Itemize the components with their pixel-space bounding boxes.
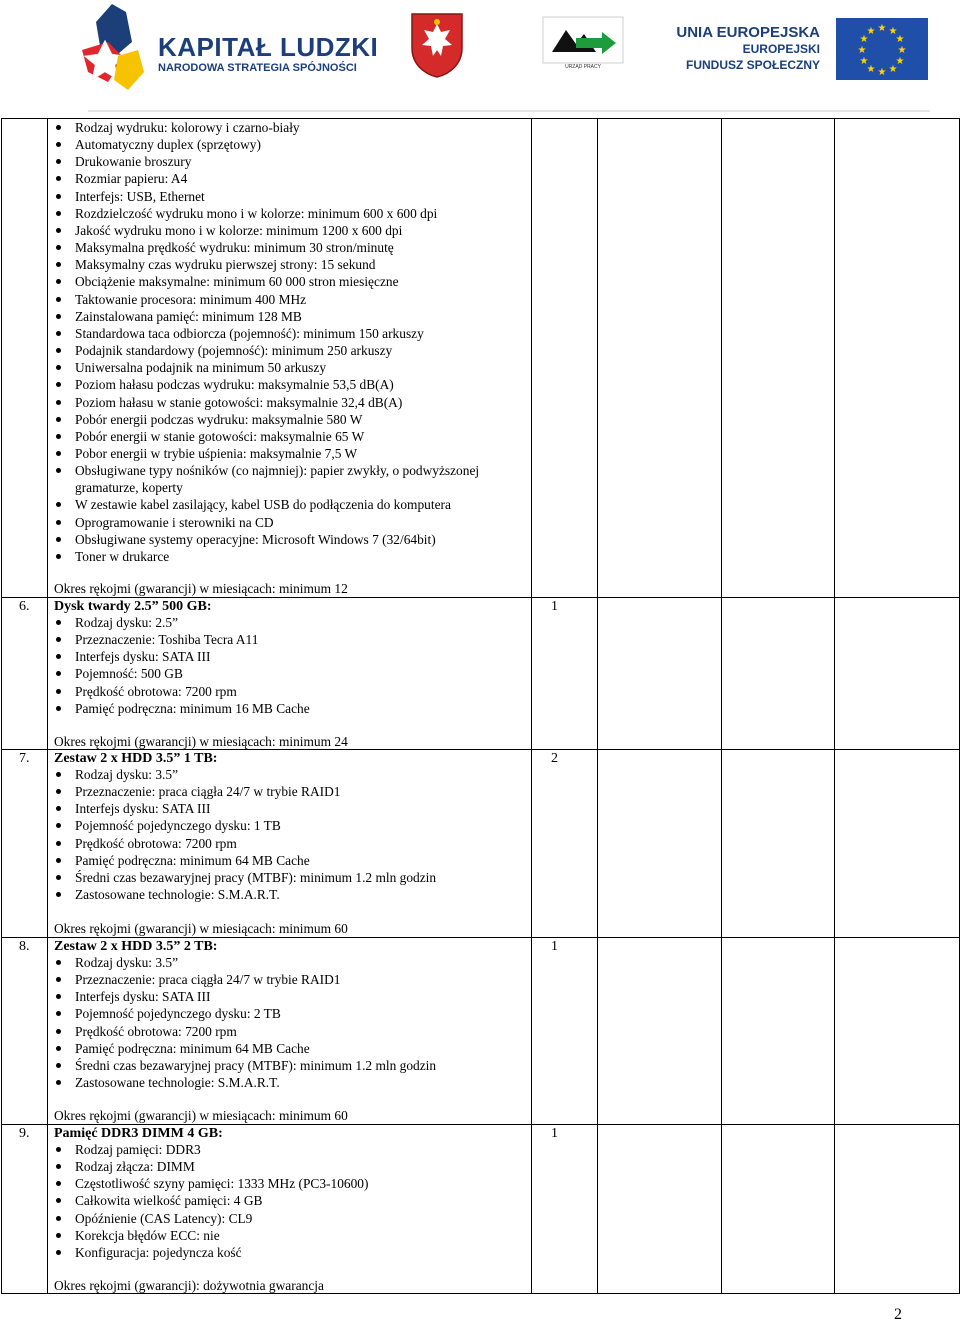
list-item: Drukowanie broszury (54, 153, 524, 170)
list-item: Pobor energii w trybie uśpienia: maksymalnie 7,5 W (54, 445, 524, 462)
list-item: Zastosowane technologie: S.M.A.R.T. (54, 1074, 524, 1091)
urzad-pracy-logo (542, 16, 624, 78)
list-item: Przeznaczenie: Toshiba Tecra A11 (54, 631, 524, 648)
eu-fund-logo (676, 16, 928, 80)
warranty-text: Okres rękojmi (gwarancji) w miesiącach: minimum 12 (54, 581, 348, 596)
list-item: Poziom hałasu w stanie gotowości: maksymalnie 32,4 dB(A) (54, 394, 524, 411)
list-item: Toner w drukarce (54, 548, 524, 565)
table-col-border (597, 118, 598, 1294)
eu-stars-icon (836, 18, 928, 80)
list-item: Poziom hałasu podczas wydruku: maksymalnie 53,5 dB(A) (54, 376, 524, 393)
item-title: Zestaw 2 x HDD 3.5” 2 TB: (54, 939, 218, 954)
table-col-border (834, 118, 835, 1294)
spec-list (54, 954, 524, 1091)
svg-text:★: ★ (877, 67, 887, 78)
row-number: 6. (19, 599, 30, 614)
list-item: Pojemność: 500 GB (54, 665, 524, 682)
header-divider (88, 110, 930, 112)
table-col-border (47, 118, 48, 1294)
page-header (0, 0, 960, 112)
list-item: Pobór energii w stanie gotowości: maksymalnie 65 W (54, 428, 524, 445)
svg-text:★: ★ (866, 64, 876, 75)
svg-text:★: ★ (895, 34, 905, 45)
item-title: Pamięć DDR3 DIMM 4 GB: (54, 1126, 223, 1141)
urzad-pracy-icon (542, 16, 624, 64)
list-item: Obciążenie maksymalne: minimum 60 000 stron miesięczne (54, 273, 524, 290)
list-item: Opóźnienie (CAS Latency): CL9 (54, 1210, 524, 1227)
list-item: Automatyczny duplex (sprzętowy) (54, 136, 524, 153)
eu-line-3: FUNDUSZ SPOŁECZNY (685, 58, 820, 72)
svg-text:★: ★ (859, 34, 869, 45)
list-item: Obsługiwane typy nośników (co najmniej): papier zwykły, o podwyższonej gramaturze, koperty (54, 462, 524, 496)
list-item: Standardowa taca odbiorcza (pojemność): minimum 150 arkuszy (54, 325, 524, 342)
list-item: W zestawie kabel zasilający, kabel USB do podłączenia do komputera (54, 496, 524, 513)
table-col-border (721, 118, 722, 1294)
warranty-text: Okres rękojmi (gwarancji): dożywotnia gwarancja (54, 1278, 324, 1293)
svg-text:★: ★ (888, 64, 898, 75)
list-item: Średni czas bezawaryjnej pracy (MTBF): minimum 1.2 mln godzin (54, 869, 524, 886)
kapital-ludzki-subtitle: NARODOWA STRATEGIA SPÓJNOŚCI (158, 62, 357, 74)
item-quantity: 1 (551, 1126, 558, 1141)
warranty-text: Okres rękojmi (gwarancji) w miesiącach: minimum 24 (54, 734, 348, 749)
svg-text:★: ★ (877, 23, 887, 34)
item-quantity: 1 (551, 599, 558, 614)
spec-list (54, 1141, 524, 1261)
list-item: Zastosowane technologie: S.M.A.R.T. (54, 886, 524, 903)
eu-line-1: UNIA EUROPEJSKA (676, 24, 820, 41)
list-item: Uniwersalna podajnik na minimum 50 arkuszy (54, 359, 524, 376)
row-number: 8. (19, 939, 30, 954)
list-item: Pojemność pojedynczego dysku: 1 TB (54, 817, 524, 834)
list-item: Rodzaj złącza: DIMM (54, 1158, 524, 1175)
eu-line-2: EUROPEJSKI (742, 42, 820, 56)
list-item: Interfejs: USB, Ethernet (54, 188, 524, 205)
page-number: 2 (894, 1306, 902, 1323)
list-item: Interfejs dysku: SATA III (54, 800, 524, 817)
list-item: Pamięć podręczna: minimum 16 MB Cache (54, 700, 524, 717)
svg-text:★: ★ (866, 26, 876, 37)
list-item: Rodzaj dysku: 2.5” (54, 614, 524, 631)
row-number: 9. (19, 1126, 30, 1141)
list-item: Taktowanie procesora: minimum 400 MHz (54, 291, 524, 308)
table-col-border (531, 118, 532, 1294)
list-item: Rodzaj dysku: 3.5” (54, 766, 524, 783)
row-number: 7. (19, 751, 30, 766)
svg-text:★: ★ (888, 26, 898, 37)
list-item: Całkowita wielkość pamięci: 4 GB (54, 1192, 524, 1209)
kapital-ludzki-star-icon (78, 2, 148, 94)
list-item: Maksymalna prędkość wydruku: minimum 30 stron/minutę (54, 239, 524, 256)
item-title: Zestaw 2 x HDD 3.5” 1 TB: (54, 751, 218, 766)
list-item: Korekcja błędów ECC: nie (54, 1227, 524, 1244)
spec-list (54, 119, 524, 565)
list-item: Pamięć podręczna: minimum 64 MB Cache (54, 1040, 524, 1057)
list-item: Przeznaczenie: praca ciągła 24/7 w trybie RAID1 (54, 783, 524, 800)
list-item: Prędkość obrotowa: 7200 rpm (54, 835, 524, 852)
list-item: Pojemność pojedynczego dysku: 2 TB (54, 1005, 524, 1022)
eu-flag-icon (836, 18, 928, 80)
list-item: Rodzaj dysku: 3.5” (54, 954, 524, 971)
item-quantity: 2 (551, 751, 558, 766)
spec-list (54, 614, 524, 717)
list-item: Oprogramowanie i sterowniki na CD (54, 514, 524, 531)
kapital-ludzki-logo (78, 2, 379, 94)
spec-list (54, 766, 524, 903)
list-item: Rodzaj pamięci: DDR3 (54, 1141, 524, 1158)
list-item: Interfejs dysku: SATA III (54, 648, 524, 665)
list-item: Obsługiwane systemy operacyjne: Microsoft Windows 7 (32/64bit) (54, 531, 524, 548)
warranty-text: Okres rękojmi (gwarancji) w miesiącach: minimum 60 (54, 1108, 348, 1123)
list-item: Pamięć podręczna: minimum 64 MB Cache (54, 852, 524, 869)
svg-text:★: ★ (895, 56, 905, 67)
list-item: Częstotliwość szyny pamięci: 1333 MHz (PC3-10600) (54, 1175, 524, 1192)
warranty-text: Okres rękojmi (gwarancji) w miesiącach: minimum 60 (54, 921, 348, 936)
list-item: Interfejs dysku: SATA III (54, 988, 524, 1005)
table-col-border (1, 118, 2, 1294)
list-item: Jakość wydruku mono i w kolorze: minimum 1200 x 600 dpi (54, 222, 524, 239)
svg-text:★: ★ (859, 56, 869, 67)
list-item: Podajnik standardowy (pojemność): minimum 250 arkuszy (54, 342, 524, 359)
list-item: Maksymalny czas wydruku pierwszej strony: 15 sekund (54, 256, 524, 273)
list-item: Rozmiar papieru: A4 (54, 170, 524, 187)
list-item: Średni czas bezawaryjnej pracy (MTBF): minimum 1.2 mln godzin (54, 1057, 524, 1074)
coat-of-arms-logo (410, 12, 464, 78)
list-item: Rozdzielczość wydruku mono i w kolorze: minimum 600 x 600 dpi (54, 205, 524, 222)
list-item: Zainstalowana pamięć: minimum 128 MB (54, 308, 524, 325)
list-item: Przeznaczenie: praca ciągła 24/7 w trybie RAID1 (54, 971, 524, 988)
item-title: Dysk twardy 2.5” 500 GB: (54, 599, 212, 614)
list-item: Prędkość obrotowa: 7200 rpm (54, 683, 524, 700)
svg-text:★: ★ (897, 45, 907, 56)
eagle-shield-icon (410, 12, 464, 78)
list-item: Konfiguracja: pojedyncza kość (54, 1244, 524, 1261)
svg-text:★: ★ (857, 45, 867, 56)
list-item: Prędkość obrotowa: 7200 rpm (54, 1023, 524, 1040)
list-item: Rodzaj wydruku: kolorowy i czarno-biały (54, 119, 524, 136)
item-quantity: 1 (551, 939, 558, 954)
kapital-ludzki-title: KAPITAŁ LUDZKI (158, 32, 379, 62)
list-item: Pobór energii podczas wydruku: maksymalnie 580 W (54, 411, 524, 428)
urzad-pracy-label: URZĄD PRACY (565, 64, 601, 70)
